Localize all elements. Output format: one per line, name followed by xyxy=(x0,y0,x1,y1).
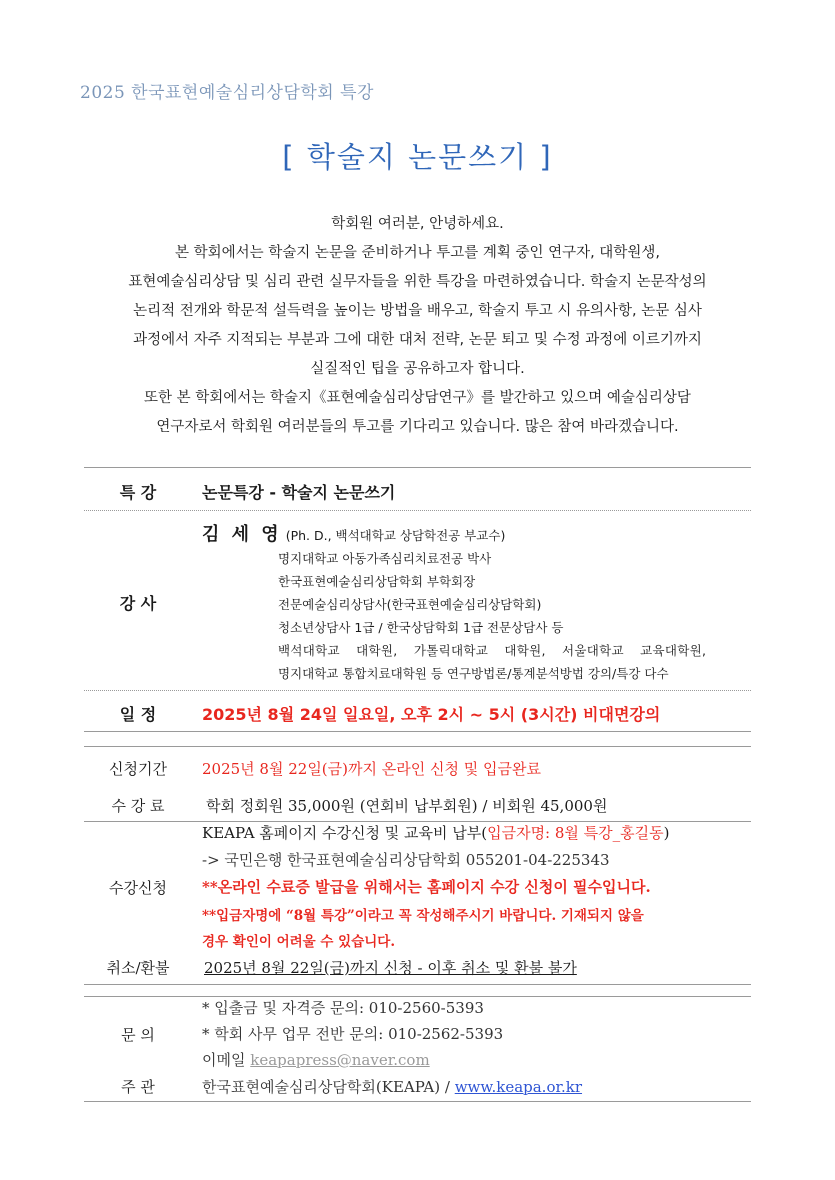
registration-note-2b: 경우 확인이 어려울 수 있습니다. xyxy=(202,934,396,950)
host-org: 한국표현예술심리상담학회(KEAPA) / xyxy=(202,1078,455,1096)
application-period-value: 2025년 8월 22일(금)까지 온라인 신청 및 입금완료 xyxy=(202,760,541,778)
intro-line: 실질적인 팁을 공유하고자 합니다. xyxy=(310,361,525,377)
divider xyxy=(84,1101,751,1102)
host-label: 주 관 xyxy=(121,1078,155,1096)
application-period-label: 신청기간 xyxy=(109,760,167,778)
depositor-name-example: 입금자명: 8월 특강_홍길동 xyxy=(487,824,664,842)
bio-line: 명지대학교 아동가족심리치료전공 박사 xyxy=(278,551,492,566)
header-line: 2025 한국표현예술심리상담학회 특강 xyxy=(80,83,374,103)
divider xyxy=(84,467,751,468)
divider xyxy=(84,984,751,985)
email-label: 이메일 xyxy=(202,1051,246,1069)
divider xyxy=(84,510,751,511)
lecturer-label: 강 사 xyxy=(119,594,157,613)
bank-account-line: -> 국민은행 한국표현예술심리상담학회 055201-04-225343 xyxy=(202,851,610,869)
bio-line: 청소년상담사 1급 / 한국상담학회 1급 전문상담사 등 xyxy=(278,620,564,635)
inquiry-line-2: * 학회 사무 업무 전반 문의: 010-2562-5393 xyxy=(202,1025,504,1043)
inquiry-line-1: * 입출금 및 자격증 문의: 010-2560-5393 xyxy=(202,999,484,1017)
page-title: [ 학술지 논문쓰기 ] xyxy=(282,140,553,174)
lecturer-name-line xyxy=(202,520,505,546)
intro-text xyxy=(80,210,755,442)
bio-line xyxy=(278,639,748,662)
lecturer-affiliation: (Ph. D., 백석대학교 상담학전공 부교수) xyxy=(285,528,506,543)
lecturer-name: 김 세 영 xyxy=(202,524,282,545)
fee-value: 학회 정회원 35,000원 (연회비 납부회원) / 비회원 45,000원 xyxy=(206,797,608,815)
email-line xyxy=(202,1049,430,1070)
intro-line: 연구자로서 학회원 여러분들의 투고를 기다리고 있습니다. 많은 참여 바라겠습니다. xyxy=(156,419,679,435)
intro-line: 학회원 여러분, 안녕하세요. xyxy=(331,216,504,232)
registration-line-1 xyxy=(202,822,670,843)
schedule-label: 일 정 xyxy=(119,705,157,724)
bio-line: 명지대학교 통합치료대학원 등 연구방법론/통계분석방법 강의/특강 다수 xyxy=(278,666,669,681)
registration-line-1-suffix: ) xyxy=(663,824,670,842)
bio-line: 전문예술심리상담사(한국표현예술심리상담학회) xyxy=(278,597,542,612)
intro-line: 표현예술심리상담 및 심리 관련 실무자들을 위한 특강을 마련하였습니다. 학술지 논문작성의 xyxy=(128,274,707,290)
email-link[interactable]: keapapress@naver.com xyxy=(250,1051,430,1069)
lecture-value: 논문특강 - 학술지 논문쓰기 xyxy=(202,483,396,502)
website-link[interactable]: www.keapa.or.kr xyxy=(454,1078,583,1096)
registration-label: 수강신청 xyxy=(109,879,167,897)
bio-line-text: 백석대학교 대학원, 가톨릭대학교 대학원, 서울대학교 교육대학원, xyxy=(278,643,707,658)
intro-line: 과정에서 자주 지적되는 부분과 그에 대한 대처 전략, 논문 퇴고 및 수정 과정에 이르기까지 xyxy=(133,332,702,348)
divider xyxy=(84,731,751,732)
intro-line: 논리적 전개와 학문적 설득력을 높이는 방법을 배우고, 학술지 투고 시 유의사항, 논문 심사 xyxy=(133,303,702,319)
fee-label: 수 강 료 xyxy=(111,797,165,815)
registration-note-1: **온라인 수료증 발급을 위해서는 홈페이지 수강 신청이 필수입니다. xyxy=(202,878,651,896)
registration-note-2a: **입금자명에 “8월 특강”이라고 꼭 작성해주시기 바랍니다. 기재되지 않을 xyxy=(202,908,644,924)
schedule-value: 2025년 8월 24일 일요일, 오후 2시 ~ 5시 (3시간) 비대면강의 xyxy=(202,705,661,724)
divider xyxy=(84,746,751,747)
refund-label: 취소/환불 xyxy=(106,959,170,977)
refund-value: 2025년 8월 22일(금)까지 신청 - 이후 취소 및 환불 불가 xyxy=(204,959,577,977)
registration-line-1-prefix: KEAPA 홈페이지 수강신청 및 교육비 납부( xyxy=(202,824,488,842)
host-line xyxy=(202,1076,582,1097)
bio-line: 한국표현예술심리상담학회 부학회장 xyxy=(278,574,476,589)
intro-line: 본 학회에서는 학술지 논문을 준비하거나 투고를 계획 중인 연구자, 대학원생, xyxy=(175,245,660,261)
inquiry-label: 문 의 xyxy=(121,1026,155,1044)
intro-line: 또한 본 학회에서는 학술지《표현예술심리상담연구》를 발간하고 있으며 예술심리상담 xyxy=(144,390,691,406)
lecture-label: 특 강 xyxy=(119,483,157,502)
lecturer-bio xyxy=(278,547,748,685)
divider xyxy=(84,690,751,691)
